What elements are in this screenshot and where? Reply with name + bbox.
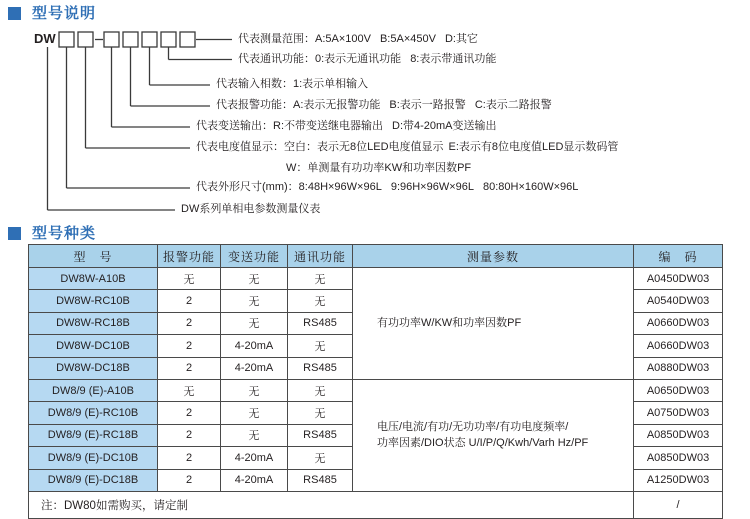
model-types-table-container [28, 244, 723, 519]
cell-comm: 无 [288, 268, 353, 290]
annotation-value-1: W：单测量有功功率KW和功率因数PF [286, 162, 472, 174]
annotation-label: 代表输入相数： [216, 78, 293, 90]
cell-parameters-line-2: 功率因素/DIO状态 U/I/P/Q/Kwh/Varh Hz/PF [377, 437, 589, 450]
annotation-label: 代表变送输出： [196, 120, 273, 132]
annotation-value-2: B:5A×450V [379, 33, 436, 45]
cell-model: DW8W-RC10B [29, 290, 158, 312]
table-row [29, 268, 723, 290]
cell-transmit: 4-20mA [221, 335, 288, 357]
annotation-value-2: B:表示一路报警 [389, 99, 466, 111]
cell-code: A1250DW03 [634, 469, 723, 491]
cell-alarm: 2 [158, 290, 221, 312]
cell-code: A0660DW03 [634, 312, 723, 334]
cell-transmit: 4-20mA [221, 357, 288, 379]
table-header-row [29, 245, 723, 268]
cell-model: DW8/9 (E)-A10B [29, 379, 158, 401]
section-header-model-types [8, 226, 96, 241]
cell-comm: RS485 [288, 469, 353, 491]
cell-parameters-group-2 [353, 379, 634, 491]
section-title: 型号说明 [32, 5, 97, 22]
cell-code: A0750DW03 [634, 402, 723, 424]
cell-comm: RS485 [288, 357, 353, 379]
table-note-row [29, 491, 723, 518]
cell-code: A0650DW03 [634, 379, 723, 401]
column-header-model: 型 号 [29, 245, 158, 268]
annotation-value-1: A:表示无报警功能 [293, 99, 381, 111]
annotation-label: 代表报警功能： [216, 99, 293, 111]
column-header-transmit: 变送功能 [221, 245, 288, 268]
annotation-value-3: 80:80H×160W×96L [483, 181, 579, 193]
cell-parameters-group-1: 有功功率W/KW和功率因数PF [353, 268, 634, 380]
cell-alarm: 2 [158, 312, 221, 334]
diagram-annotation-input-phase [216, 78, 368, 91]
annotation-value-1: R:不带变送继电器输出 [273, 120, 383, 132]
annotation-value-1: A:5A×100V [315, 33, 371, 45]
cell-model: DW8/9 (E)-DC10B [29, 447, 158, 469]
model-types-table [28, 244, 723, 519]
section-header-model-description [8, 6, 96, 21]
cell-transmit: 4-20mA [221, 447, 288, 469]
cell-transmit: 无 [221, 379, 288, 401]
column-header-parameters: 测量参数 [353, 245, 634, 268]
cell-comm: 无 [288, 335, 353, 357]
annotation-value-1: DW系列单相电参数测量仪表 [181, 203, 321, 215]
cell-model: DW8W-DC10B [29, 335, 158, 357]
column-header-alarm: 报警功能 [158, 245, 221, 268]
annotation-value-3: C:表示二路报警 [474, 99, 552, 111]
table-row [29, 379, 723, 401]
cell-model: DW8W-A10B [29, 268, 158, 290]
cell-model: DW8/9 (E)-RC18B [29, 424, 158, 446]
cell-transmit: 4-20mA [221, 469, 288, 491]
column-header-code: 编 码 [634, 245, 723, 268]
annotation-label: 代表通讯功能： [238, 53, 315, 65]
annotation-value-2: 9:96H×96W×96L [390, 181, 474, 193]
cell-comm: 无 [288, 447, 353, 469]
annotation-value-2: 8:表示带通讯功能 [410, 53, 497, 65]
cell-alarm: 无 [158, 268, 221, 290]
cell-code: A0660DW03 [634, 335, 723, 357]
annotation-value-1: 空白：表示无8位LED电度值显示 [284, 141, 444, 153]
cell-parameters-line-1: 电压/电流/有功/无功功率/有功电度频率/ [377, 421, 569, 434]
annotation-value-1: 8:48H×96W×96L [298, 181, 382, 193]
diagram-annotation-communication [238, 53, 496, 66]
annotation-value-1: 0:表示无通讯功能 [315, 53, 402, 65]
diagram-annotation-measuring-range [238, 33, 478, 46]
cell-alarm: 2 [158, 335, 221, 357]
cell-code: A0850DW03 [634, 424, 723, 446]
diagram-annotation-series-name [181, 203, 320, 216]
cell-alarm: 无 [158, 379, 221, 401]
cell-code: A0450DW03 [634, 268, 723, 290]
cell-comm: RS485 [288, 312, 353, 334]
cell-model: DW8W-DC18B [29, 357, 158, 379]
diagram-annotation-transmit-output [196, 120, 497, 133]
cell-note: 注：DW80如需购买，请定制 [29, 491, 634, 518]
cell-comm: 无 [288, 290, 353, 312]
cell-transmit: 无 [221, 424, 288, 446]
annotation-label: 代表外形尺寸(mm)： [196, 181, 299, 193]
cell-comm: 无 [288, 379, 353, 401]
section-bullet-icon [8, 7, 21, 20]
diagram-annotation-energy-display [196, 141, 618, 154]
cell-comm: RS485 [288, 424, 353, 446]
column-header-comm: 通讯功能 [288, 245, 353, 268]
annotation-value-3: D:其它 [444, 33, 478, 45]
diagram-prefix-label: DW [34, 31, 56, 46]
cell-model: DW8/9 (E)-DC18B [29, 469, 158, 491]
cell-code: A0850DW03 [634, 447, 723, 469]
cell-alarm: 2 [158, 402, 221, 424]
cell-alarm: 2 [158, 469, 221, 491]
diagram-annotation-dimensions [196, 181, 578, 194]
diagram-annotation-w-option [286, 162, 471, 175]
cell-transmit: 无 [221, 290, 288, 312]
cell-code: A0880DW03 [634, 357, 723, 379]
diagram-annotation-alarm [216, 99, 552, 112]
cell-note-code: / [634, 491, 723, 518]
cell-alarm: 2 [158, 357, 221, 379]
cell-transmit: 无 [221, 312, 288, 334]
cell-comm: 无 [288, 402, 353, 424]
cell-model: DW8/9 (E)-RC10B [29, 402, 158, 424]
model-code-diagram [0, 28, 750, 218]
cell-model: DW8W-RC18B [29, 312, 158, 334]
annotation-label: 代表测量范围： [238, 33, 315, 45]
cell-alarm: 2 [158, 424, 221, 446]
cell-alarm: 2 [158, 447, 221, 469]
section-title: 型号种类 [32, 225, 97, 242]
annotation-value-1: 1:表示单相输入 [293, 78, 369, 90]
section-bullet-icon [8, 227, 21, 240]
annotation-value-2: D:带4-20mA变送输出 [392, 120, 497, 132]
annotation-value-2: E:表示有8位电度值LED显示数码管 [448, 141, 619, 153]
cell-transmit: 无 [221, 268, 288, 290]
cell-code: A0540DW03 [634, 290, 723, 312]
annotation-label: 代表电度值显示： [196, 141, 284, 153]
cell-transmit: 无 [221, 402, 288, 424]
